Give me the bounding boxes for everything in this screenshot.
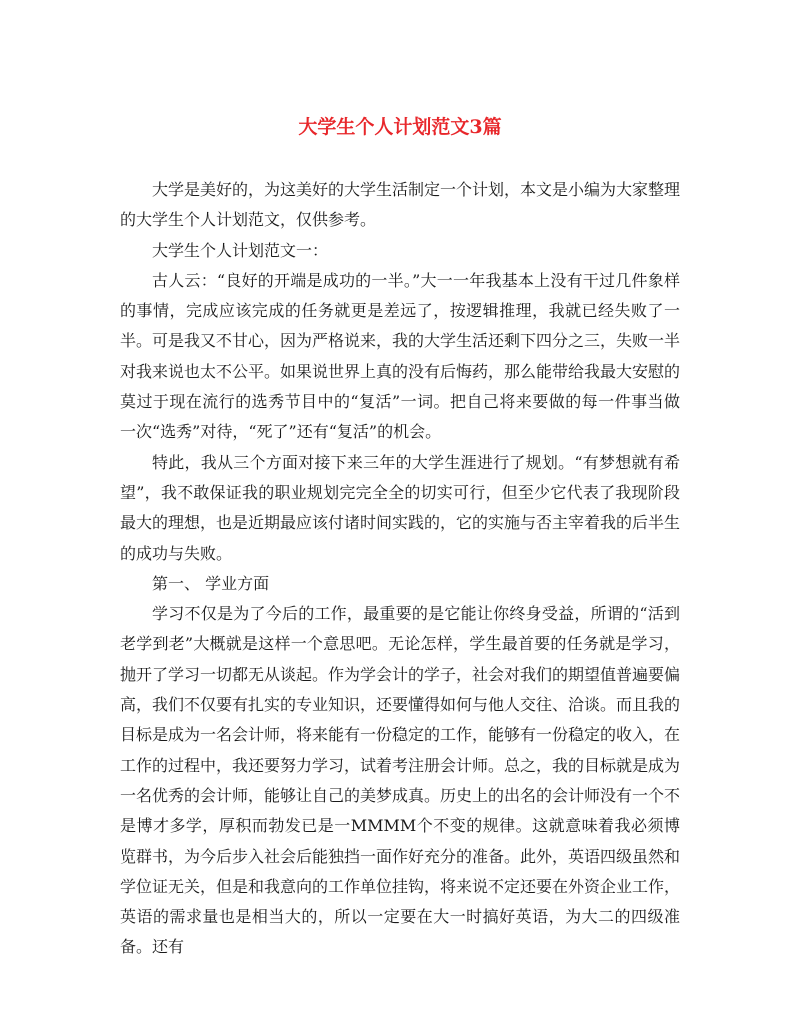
paragraph-section-heading-academic: 第一、 学业方面: [152, 573, 270, 593]
paragraph-ancient-saying: 古人云：“良好的开端是成功的一半。”大一一年我基本上没有干过几件象样的事情，完成应该完成的任务就更是差远了，按逻辑推理，我就已经失败了一半。可是我又不甘心，因为严格说来，我的大学生活还剩下四分之三，失败一半对我来说也太不公平。如果说世界上真的没有后悔药，那么能带给我最大安慰的莫过于现在流行的选秀节目中的“复活”一词。把自己将来要做的每一件事当做一次“选秀”对待，“死了”还有“复活”的机会。: [120, 270, 681, 442]
document-body: [120, 175, 680, 963]
document-title: 大学生个人计划范文3篇: [298, 116, 502, 138]
paragraph-heading-example-one: 大学生个人计划范文一：: [152, 240, 329, 260]
paragraph-intro: 大学是美好的，为这美好的大学生活制定一个计划，本文是小编为大家整理的大学生个人计划范文，仅供参考。: [120, 180, 681, 230]
paragraph-planning: 特此，我从三个方面对接下来三年的大学生涯进行了规划。“有梦想就有希望”，我不敢保证我的职业规划完完全全的切实可行，但至少它代表了我现阶段最大的理想，也是近期最应该付诸时间实践的，它的实施与否主宰着我的后半生的成功与失败。: [120, 452, 681, 563]
paragraph-academic: 学习不仅是为了今后的工作，最重要的是它能让你终身受益，所谓的“活到老学到老”大概就是这样一个意思吧。无论怎样，学生最首要的任务就是学习，抛开了学习一切都无从谈起。作为学会计的学子，社会对我们的期望值普遍要偏高，我们不仅要有扎实的专业知识，还要懂得如何与他人交往、洽谈。而且我的目标是成为一名会计师，将来能有一份稳定的工作，能够有一份稳定的收入，在工作的过程中，我还要努力学习，试着考注册会计师。总之，我的目标就是成为一名优秀的会计师，能够让自己的美梦成真。历史上的出名的会计师没有一个不是博才多学，厚积而勃发已是一MMMM个不变的规律。这就意味着我必须博览群书，为今后步入社会后能独挡一面作好充分的准备。此外，英语四级虽然和学位证无关，但是和我意向的工作单位挂钩，将来说不定还要在外资企业工作，英语的需求量也是相当大的，所以一定要在大一时搞好英语，为大二的四级准备。还有: [120, 604, 681, 957]
